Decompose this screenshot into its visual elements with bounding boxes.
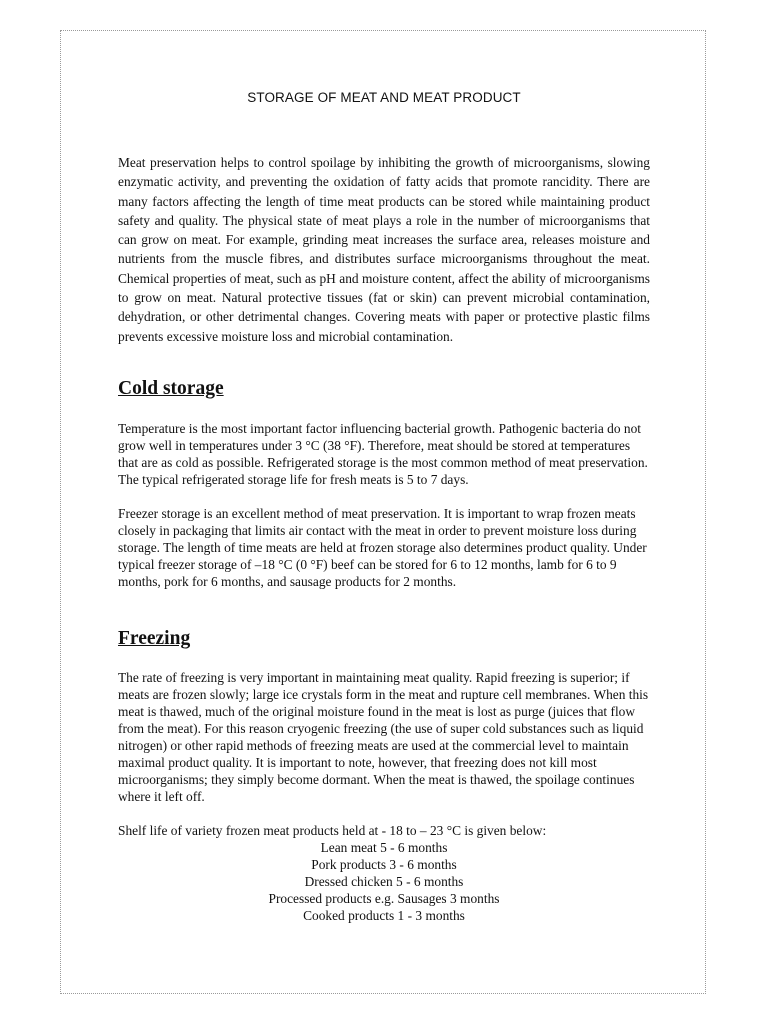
freezing-heading: Freezing bbox=[118, 628, 191, 649]
freezing-section bbox=[118, 628, 650, 650]
list-item: Pork products 3 - 6 months bbox=[311, 857, 457, 872]
freezer-storage-body bbox=[118, 505, 650, 590]
document-title: STORAGE OF MEAT AND MEAT PRODUCT bbox=[247, 90, 521, 105]
intro-section bbox=[118, 153, 650, 346]
cold-storage-section bbox=[118, 378, 650, 400]
list-item: Lean meat 5 - 6 months bbox=[320, 840, 448, 855]
list-item: Processed products e.g. Sausages 3 months bbox=[268, 891, 500, 906]
list-item: Dressed chicken 5 - 6 months bbox=[304, 874, 464, 889]
shelf-life-list bbox=[118, 839, 650, 924]
cold-storage-body bbox=[118, 420, 650, 488]
shelf-life-intro bbox=[118, 822, 650, 839]
list-item: Cooked products 1 - 3 months bbox=[303, 908, 465, 923]
freezing-paragraph: The rate of freezing is very important in maintaining meat quality. Rapid freezing is superior; if meats are frozen slowly; large ice crystals form in the meat and rupture cell membranes. When this meat is thawed, much of the original moisture found in the meat is lost as purge (juices that flow from the meat). For this reason cryogenic freezing (the use of super cold substances such as liquid nitrogen) or other rapid methods of freezing meats are used at the commercial level to maintain maximal product quality. It is important to note, however, that freezing does not kill most microorganisms; they simply become dormant. When the meat is thawed, the spoilage continues where it left off. bbox=[118, 670, 649, 804]
intro-paragraph: Meat preservation helps to control spoilage by inhibiting the growth of microorganisms, slowing enzymatic activity, and preventing the oxidation of fatty acids that promote rancidity. There are many factors affecting the length of time meat products can be stored while maintaining product safety and quality. The physical state of meat plays a role in the number of microorganisms that can grow on meat. For example, grinding meat increases the surface area, releases moisture and nutrients from the muscle fibres, and distributes surface microorganisms throughout the meat. Chemical properties of meat, such as pH and moisture content, affect the ability of microorganisms to grow on meat. Natural protective tissues (fat or skin) can prevent microbial contamination, dehydration, or other detrimental changes. Covering meats with paper or protective plastic films prevents excessive moisture loss and microbial contamination. bbox=[118, 155, 650, 344]
cold-storage-heading: Cold storage bbox=[118, 378, 224, 399]
cold-storage-paragraph-1: Temperature is the most important factor influencing bacterial growth. Pathogenic bacteria do not grow well in temperatures under 3 °C (38 °F). Therefore, meat should be stored at temperatures that are as cold as possible. Refrigerated storage is the most common method of meat preservation. The typical refrigerated storage life for fresh meats is 5 to 7 days. bbox=[118, 421, 648, 487]
cold-storage-paragraph-2: Freezer storage is an excellent method of meat preservation. It is important to wrap frozen meats closely in packaging that limits air contact with the meat in order to prevent moisture loss during storage. The length of time meats are held at frozen storage also determines product quality. Under typical freezer storage of –18 °C (0 °F) beef can be stored for 6 to 12 months, lamb for 6 to 9 months, pork for 6 months, and sausage products for 2 months. bbox=[118, 506, 647, 589]
shelf-life-intro-text: Shelf life of variety frozen meat products held at - 18 to – 23 °C is given below: bbox=[118, 823, 547, 838]
freezing-body bbox=[118, 669, 650, 805]
